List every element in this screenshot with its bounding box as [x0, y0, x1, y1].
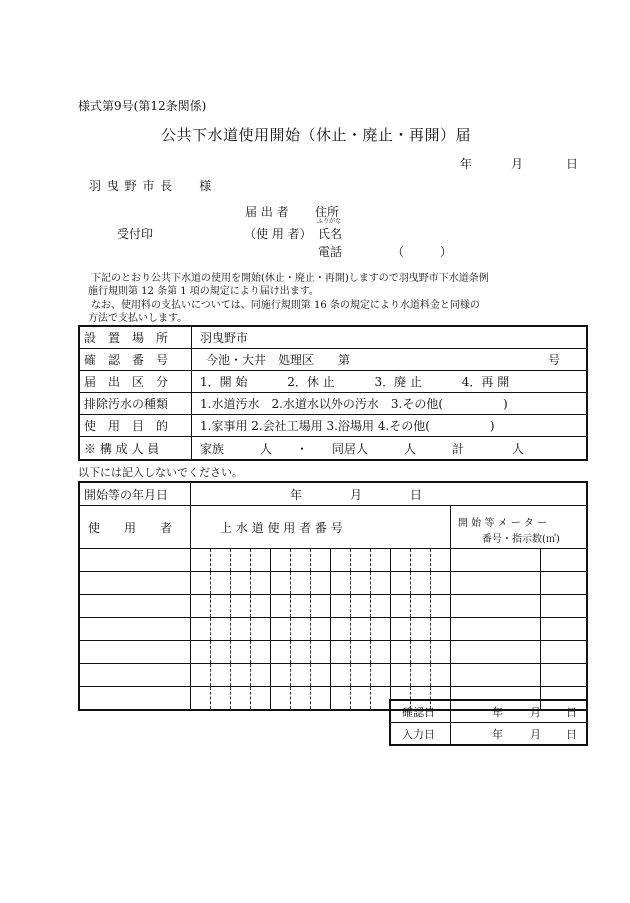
cell-divider: [330, 572, 331, 594]
cell-divider: [540, 549, 541, 571]
cell-divider: [190, 595, 191, 617]
cell-divider: [330, 687, 331, 709]
digit-divider: [410, 641, 411, 663]
value-text: 1．開 始 2．休 止 3．廃 止 4．再 開: [200, 375, 510, 389]
start-date-value[interactable]: 年 月 日: [290, 488, 423, 502]
input-month: 月: [530, 728, 541, 741]
meter-label-1: 開 始 等 メ ー タ ー: [458, 518, 548, 529]
stamp-label: 受付印: [117, 227, 154, 241]
value-usage-purpose[interactable]: [192, 415, 586, 436]
digit-divider: [410, 618, 411, 640]
label-installation-place: [80, 327, 192, 348]
digit-divider: [370, 641, 371, 663]
digit-divider: [430, 641, 431, 663]
form-reference: 様式第9号(第12条関係): [78, 99, 207, 113]
confirm-table: [389, 699, 588, 746]
phone-paren: （ ）: [392, 245, 453, 259]
label-notification-type: [80, 371, 192, 392]
value-installation-place[interactable]: [192, 327, 586, 348]
digit-divider: [350, 595, 351, 617]
digit-divider: [350, 549, 351, 571]
form-title: 公共下水道使用開始（休止・廃止・再開）届: [161, 126, 472, 144]
submitter-label: 届 出 者: [245, 205, 289, 219]
cell-divider: [270, 549, 271, 571]
office-use-note: 以下には記入しないでください。: [78, 466, 243, 479]
cell-divider: [450, 664, 451, 686]
row-notification-type: [80, 371, 586, 393]
confirm-date-row: [391, 701, 586, 722]
digit-divider: [370, 595, 371, 617]
digit-divider: [370, 687, 371, 709]
cell-divider: [390, 618, 391, 640]
confirm-month: 月: [530, 706, 541, 719]
cell-divider: [540, 618, 541, 640]
cell-divider: [190, 572, 191, 594]
cell-divider: [540, 664, 541, 686]
value-text: 1.水道汚水 2.水道水以外の汚水 3.その他( ): [200, 397, 508, 411]
digit-divider: [430, 664, 431, 686]
number-suffix: 号: [547, 353, 560, 367]
office-use-table: [78, 481, 588, 711]
digit-divider: [210, 664, 211, 686]
label-sewage-type: [80, 393, 192, 414]
digit-divider: [250, 595, 251, 617]
table-row[interactable]: [80, 572, 586, 595]
digit-divider: [410, 549, 411, 571]
date-month: 月: [511, 157, 524, 171]
value-confirm-number[interactable]: [192, 349, 586, 370]
meter-label-2: 番号・指示数(㎥): [482, 534, 560, 545]
divider: [450, 723, 451, 744]
cell-divider: [390, 664, 391, 686]
digit-divider: [430, 595, 431, 617]
digit-divider: [430, 549, 431, 571]
digit-divider: [230, 618, 231, 640]
phone-label: 電話: [318, 245, 343, 259]
value-household-members[interactable]: [192, 437, 586, 459]
digit-divider: [290, 664, 291, 686]
digit-divider: [350, 641, 351, 663]
start-date-row: [80, 483, 586, 506]
input-date-row: [391, 722, 586, 744]
address-label: 住所: [315, 205, 340, 219]
confirm-year: 年: [492, 706, 503, 719]
label-usage-purpose: [80, 415, 192, 436]
digit-divider: [230, 687, 231, 709]
cell-divider: [390, 549, 391, 571]
digit-divider: [310, 572, 311, 594]
divider: [450, 701, 451, 722]
cell-divider: [450, 549, 451, 571]
divider: [450, 506, 451, 548]
cell-divider: [270, 618, 271, 640]
cell-divider: [330, 595, 331, 617]
table-row[interactable]: [80, 595, 586, 618]
digit-divider: [370, 664, 371, 686]
digit-divider: [410, 664, 411, 686]
confirm-date-label: 確認日: [402, 706, 435, 719]
value-sewage-type[interactable]: [192, 393, 586, 414]
table-row[interactable]: [80, 618, 586, 641]
date-year: 年: [460, 157, 473, 171]
confirm-day: 日: [566, 706, 577, 719]
cell-divider: [190, 641, 191, 663]
digit-divider: [210, 687, 211, 709]
registration-table: [78, 325, 588, 461]
date-day: 日: [566, 157, 579, 171]
cell-divider: [540, 572, 541, 594]
notice-line-4: 方法で支払いします。: [88, 313, 188, 324]
cell-divider: [390, 572, 391, 594]
cell-divider: [270, 595, 271, 617]
label-text: 使 用 目 的: [84, 419, 169, 433]
digit-divider: [250, 641, 251, 663]
header-row: [80, 506, 586, 549]
digit-divider: [230, 641, 231, 663]
digit-divider: [250, 549, 251, 571]
label-text: 排除汚水の種類: [84, 397, 169, 411]
digit-divider: [230, 549, 231, 571]
value-text: 1.家事用 2.会社工場用 3.浴場用 4.その他( ): [200, 419, 495, 433]
digit-divider: [290, 572, 291, 594]
digit-divider: [250, 664, 251, 686]
digit-divider: [290, 618, 291, 640]
digit-divider: [310, 687, 311, 709]
digit-divider: [350, 572, 351, 594]
digit-divider: [310, 549, 311, 571]
digit-divider: [290, 687, 291, 709]
cell-divider: [540, 595, 541, 617]
value-notification-type[interactable]: [192, 371, 586, 392]
digit-divider: [310, 664, 311, 686]
digit-divider: [210, 572, 211, 594]
data-rows: [80, 549, 586, 709]
digit-divider: [310, 618, 311, 640]
digit-divider: [290, 595, 291, 617]
cell-divider: [330, 641, 331, 663]
digit-divider: [370, 572, 371, 594]
cell-divider: [270, 572, 271, 594]
digit-divider: [230, 664, 231, 686]
cell-divider: [390, 595, 391, 617]
divider: [190, 483, 191, 505]
table-row[interactable]: [80, 641, 586, 664]
digit-divider: [210, 595, 211, 617]
cell-divider: [390, 641, 391, 663]
digit-divider: [370, 618, 371, 640]
input-year: 年: [492, 728, 503, 741]
water-user-number-label: 上 水 道 使 用 者 番 号: [220, 521, 343, 535]
cell-divider: [270, 664, 271, 686]
input-day: 日: [566, 728, 577, 741]
digit-divider: [250, 687, 251, 709]
cell-divider: [540, 641, 541, 663]
cell-divider: [270, 641, 271, 663]
digit-divider: [210, 549, 211, 571]
cell-divider: [450, 595, 451, 617]
digit-divider: [350, 687, 351, 709]
digit-divider: [230, 595, 231, 617]
row-sewage-type: [80, 393, 586, 415]
table-row[interactable]: [80, 664, 586, 687]
row-installation-place: [80, 327, 586, 349]
input-date-label: 入力日: [402, 728, 435, 741]
user-column-label: 使 用 者: [88, 521, 173, 535]
notice-line-1: 下記のとおり公共下水道の使用を開始(休止・廃止・再開)しますので羽曳野市下水道条例: [81, 273, 489, 284]
value-text: 家族 人 ・ 同居人 人 計 人: [200, 441, 525, 456]
cell-divider: [450, 618, 451, 640]
notice-line-3: なお、使用料の支払いについては、同施行規則第 16 条の規定により水道料金と同様の: [81, 300, 480, 311]
user-paren-label: （使 用 者）: [244, 227, 312, 241]
furigana-label: ふりがな: [317, 218, 342, 225]
digit-divider: [410, 595, 411, 617]
digit-divider: [250, 572, 251, 594]
cell-divider: [270, 687, 271, 709]
label-text: 届 出 区 分: [84, 375, 169, 389]
name-label: 氏名: [318, 227, 343, 241]
cell-divider: [190, 549, 191, 571]
digit-divider: [350, 618, 351, 640]
cell-divider: [190, 618, 191, 640]
digit-divider: [290, 549, 291, 571]
table-row[interactable]: [80, 549, 586, 572]
digit-divider: [210, 641, 211, 663]
row-usage-purpose: [80, 415, 586, 437]
label-text: ※ 構 成 人 員: [84, 441, 160, 456]
notice-line-2: 施行規則第 12 条第 1 項の規定により届け出ます。: [88, 286, 320, 297]
digit-divider: [430, 618, 431, 640]
value-text: 羽曳野市: [200, 331, 249, 345]
start-date-label: 開始等の年月日: [84, 488, 169, 502]
digit-divider: [430, 572, 431, 594]
cell-divider: [330, 664, 331, 686]
row-household-members: [80, 437, 586, 459]
label-text: 設 置 場 所: [84, 331, 169, 345]
cell-divider: [190, 664, 191, 686]
value-text: 今池・大井 処理区 第: [206, 353, 351, 367]
digit-divider: [350, 664, 351, 686]
label-text: 確 認 番 号: [84, 353, 169, 367]
digit-divider: [250, 618, 251, 640]
cell-divider: [190, 687, 191, 709]
digit-divider: [410, 572, 411, 594]
cell-divider: [330, 549, 331, 571]
cell-divider: [330, 618, 331, 640]
digit-divider: [210, 618, 211, 640]
row-confirm-number: [80, 349, 586, 371]
digit-divider: [310, 641, 311, 663]
digit-divider: [370, 549, 371, 571]
label-confirm-number: [80, 349, 192, 370]
digit-divider: [290, 641, 291, 663]
digit-divider: [310, 595, 311, 617]
label-household-members: [80, 437, 192, 459]
digit-divider: [230, 572, 231, 594]
cell-divider: [450, 572, 451, 594]
cell-divider: [450, 641, 451, 663]
addressee: 羽 曳 野 市 長 様: [89, 179, 213, 193]
divider: [190, 506, 191, 548]
